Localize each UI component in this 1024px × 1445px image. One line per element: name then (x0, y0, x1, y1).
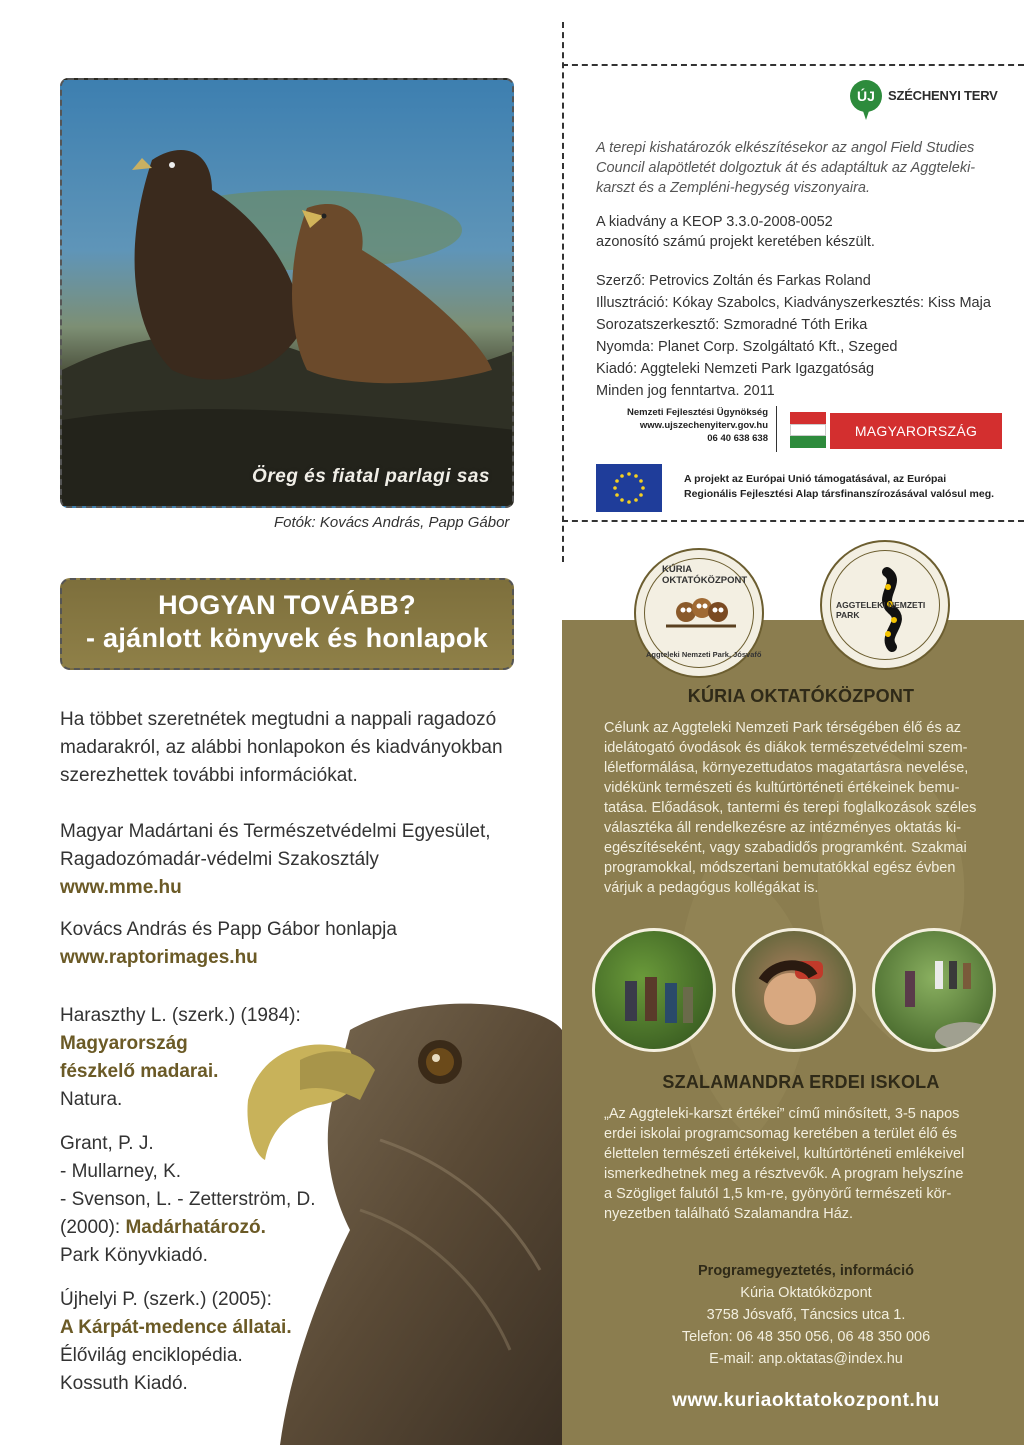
credit-line: Sorozatszerkesztő: Szmoradné Tóth Erika (596, 317, 868, 333)
horizontal-cut-line-top (562, 64, 1024, 66)
szalamandra-line: nyezetben található Szalamandra Ház. (604, 1206, 854, 1222)
credit-line: Szerző: Petrovics Zoltán és Farkas Roland (596, 273, 871, 289)
szalamandra-description (604, 1104, 1016, 1224)
nfu-name: Nemzeti Fejlesztési Ügynökség (627, 407, 768, 418)
publication-credits (596, 270, 1016, 402)
credit-line: Illusztráció: Kókay Szabolcs, Kiadványszerkesztés: Kiss Maja (596, 295, 991, 311)
kuria-line: vidékünk természeti és kultúrtörténeti értékeinek bemu- (604, 780, 960, 796)
szalamandra-line: „Az Aggteleki-karszt értékei” című minősített, 3-5 napos (604, 1106, 960, 1122)
book-publisher: Kossuth Kiadó. (60, 1373, 188, 1394)
banner-subtitle: - ajánlott könyvek és honlapok (85, 623, 489, 653)
contact-email-link[interactable]: E-mail: anp.oktatas@index.hu (709, 1351, 903, 1367)
szechenyi-pin-icon: ÚJ (850, 80, 882, 112)
kuria-line: tatása. Előadások, tantermi és terepi foglalkozások széles (604, 800, 977, 816)
eu-line: A projekt az Európai Unió támogatásával, az Európai (684, 473, 947, 485)
credit-line: Kiadó: Aggteleki Nemzeti Park Igazgatóság (596, 361, 875, 377)
kuria-description (604, 718, 1016, 898)
hogyan-tovabb-banner (60, 578, 514, 670)
link-description: Magyar Madártani és Természetvédelmi Egyesület, (60, 821, 491, 842)
credit-line: Nyomda: Planet Corp. Szolgáltató Kft., Szeged (596, 339, 898, 355)
contact-org: Kúria Oktatóközpont (740, 1285, 872, 1301)
intro-paragraph (60, 706, 550, 790)
kuria-title: KÚRIA OKTATÓKÖZPONT (687, 686, 915, 706)
hungarian-flag-icon (790, 412, 826, 448)
hiking-group-photo (872, 928, 996, 1052)
szalamandra-title: SZALAMANDRA ERDEI ISKOLA (662, 1072, 940, 1092)
eu-flag-icon (596, 464, 662, 512)
adaptation-note: A terepi kishatározók elkészítésekor az angol Field Studies Council alapötletét dolgoztuk át és adaptáltuk az Aggteleki-karszt és a Zempléni-hegység viszonyaira. (596, 140, 976, 196)
szechenyi-terv-logo (850, 80, 1010, 120)
contact-address: 3758 Jósvafő, Táncsics utca 1. (706, 1307, 906, 1323)
link-raptorimages (60, 916, 550, 972)
szalamandra-line: erdei iskolai programcsomag keretében a terület élő és (604, 1126, 958, 1142)
kuria-website-link[interactable]: www.kuriaoktatokozpont.hu (672, 1390, 940, 1411)
link-mme (60, 818, 550, 902)
photo-caption: Öreg és fiatal parlagi sas (252, 466, 490, 487)
link-description: Kovács András és Papp Gábor honlapja (60, 919, 397, 940)
contact-phone: Telefon: 06 48 350 056, 06 48 350 006 (681, 1329, 931, 1345)
contact-title: Programegyeztetés, információ (698, 1263, 914, 1279)
book-author: Grant, P. J. (60, 1133, 154, 1154)
book-author: Haraszthy L. (szerk.) (1984): (60, 1005, 301, 1026)
project-line: azonosító számú projekt keretében készült. (596, 234, 875, 250)
szechenyi-pin-tail (862, 108, 870, 120)
book-author: Újhelyi P. (szerk.) (2005): (60, 1289, 272, 1310)
book-title: fészkelő madarai. (60, 1061, 219, 1082)
horizontal-cut-line-bottom (562, 520, 1024, 522)
kuria-line: választéka áll rendelkezésre az intézményes oktatás ki- (604, 820, 962, 836)
nfu-phone: 06 40 638 638 (707, 433, 768, 444)
eu-stars (596, 464, 662, 512)
kuria-line: várjuk a pedagógus kollégákat is. (604, 880, 819, 896)
aggteleki-nemzeti-park-badge (820, 540, 950, 670)
book-haraszthy (60, 1002, 310, 1114)
badge-top-text: KÚRIA OKTATÓKÖZPONT (662, 564, 748, 586)
mme-url-link[interactable]: www.mme.hu (60, 877, 182, 898)
photo-credit: Fotók: Kovács András, Papp Gábor (274, 514, 510, 531)
book-author: - Svenson, L. - Zetterström, D. (60, 1189, 316, 1210)
contact-info (596, 1260, 1016, 1370)
nfu-contact (596, 406, 768, 445)
banner-title: HOGYAN TOVÁBB? (158, 590, 416, 620)
eagle-photo (60, 78, 514, 508)
children-forest-photo (592, 928, 716, 1052)
project-line: A kiadvány a KEOP 3.3.0-2008-0052 (596, 214, 833, 230)
book-title: Magyarország (60, 1033, 188, 1054)
badge-bottom-text: Aggteleki Nemzeti Park, Jósvafő (646, 650, 762, 659)
kuria-line: léletformálása, környezettudatos magatartásra nevelése, (604, 760, 969, 776)
eu-funding-note (684, 472, 1014, 502)
nfu-url-link[interactable]: www.ujszechenyiterv.gov.hu (639, 420, 768, 431)
kuria-line: egészítéseként, vagy szabadidős programként. Szakmai (604, 840, 967, 856)
book-grant (60, 1130, 350, 1270)
szechenyi-name: SZÉCHENYI TERV (888, 88, 998, 103)
child-binoculars-photo (732, 928, 856, 1052)
credit-line: Minden jog fenntartva. 2011 (596, 383, 775, 399)
book-ujhelyi (60, 1286, 350, 1398)
kuria-line: programokkal, módszertani bemutatókkal egész évben (604, 860, 956, 876)
eu-line: Regionális Fejlesztési Alap társfinanszírozásával valósul meg. (684, 488, 995, 500)
book-year: (2000): (60, 1217, 126, 1238)
szalamandra-line: élettelen természeti értékeivel, kultúrtörténeti emlékeivel (604, 1146, 965, 1162)
book-series: Élővilág enciklopédia. (60, 1345, 243, 1366)
szalamandra-line: a Szögliget falutól 1,5 km-re, gyönyörű természeti kör- (604, 1186, 952, 1202)
szalamandra-line: ismerkedhetnek meg a résztvevők. A program helyszíne (604, 1166, 964, 1182)
magyarorszag-megujul-banner: MAGYARORSZÁG MEGÚJUL (830, 413, 1002, 449)
link-description: Ragadozómadár-védelmi Szakosztály (60, 849, 379, 870)
intro-line: szerezhettek további információkat. (60, 765, 358, 786)
eagle-pair-illustration (62, 80, 514, 508)
nfu-divider (776, 406, 777, 452)
book-publisher: Park Könyvkiadó. (60, 1245, 208, 1266)
book-title: A Kárpát-medence állatai. (60, 1317, 292, 1338)
kuria-line: idelátogató óvodások és diákok természetvédelmi szem- (604, 740, 968, 756)
intro-line: Ha többet szeretnétek megtudni a nappali ragadozó (60, 709, 497, 730)
book-publisher: Natura. (60, 1089, 123, 1110)
project-note (596, 212, 1006, 252)
book-title: Madárhatározó. (125, 1217, 266, 1238)
kuria-oktatokozpont-badge (634, 548, 764, 678)
raptorimages-url-link[interactable]: www.raptorimages.hu (60, 947, 258, 968)
kuria-line: Célunk az Aggteleki Nemzeti Park térségében élő és az (604, 720, 962, 736)
vertical-cut-line (562, 22, 564, 562)
book-author: - Mullarney, K. (60, 1161, 182, 1182)
badge-ring-text: AGGTELEKI NEMZETI PARK (836, 600, 926, 620)
intro-line: madarakról, az alábbi honlapokon és kiadványokban (60, 737, 503, 758)
